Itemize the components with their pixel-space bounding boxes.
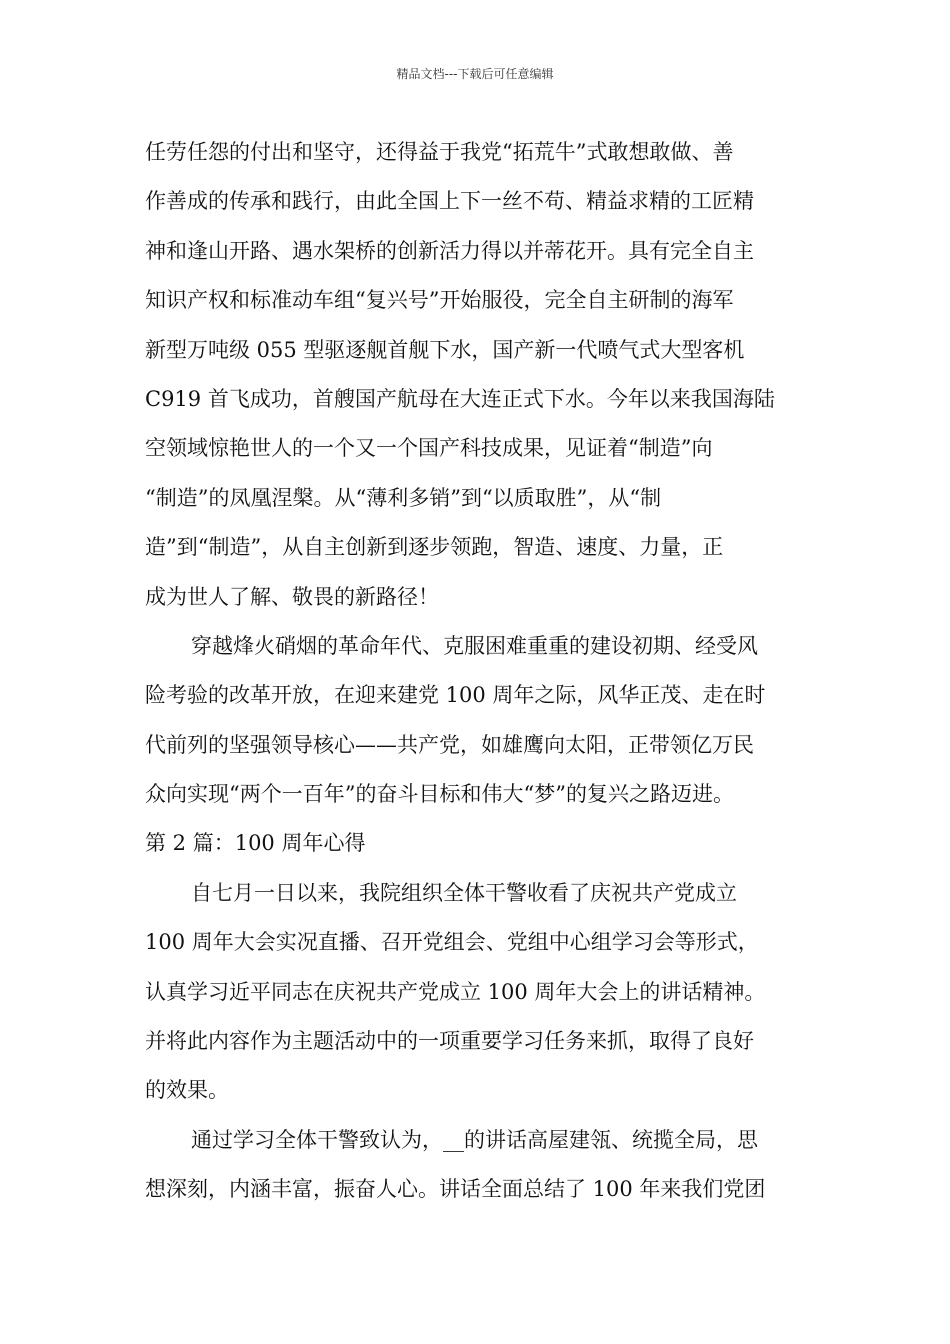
- document-body: [145, 128, 825, 1215]
- paragraph-start-line: 穿越烽火硝烟的革命年代、克服困难重重的建设初期、经受风: [191, 633, 758, 658]
- section-heading: 第 2 篇：100 周年心得: [145, 831, 366, 856]
- text-line: 新型万吨级 055 型驱逐舰首舰下水，国产新一代喷气式大型客机: [145, 337, 745, 362]
- page-header: 精品文档---下载后可任意编辑: [396, 67, 554, 81]
- text-line: 成为世人了解、敬畏的新路径！: [145, 584, 439, 609]
- paragraph-start-line: 通过学习全体干警致认为，__的讲话高屋建瓴、统揽全局，思: [191, 1127, 758, 1152]
- text-line: 造”到“制造”，从自主创新到逐步领跑，智造、速度、力量，正: [145, 535, 724, 560]
- paragraph-start-line: 自七月一日以来，我院组织全体干警收看了庆祝共产党成立: [191, 880, 737, 905]
- text-line: 认真学习近平同志在庆祝共产党成立 100 周年大会上的讲话精神。: [145, 979, 766, 1004]
- text-line: 知识产权和标准动车组“复兴号”开始服役，完全自主研制的海军: [145, 288, 734, 313]
- text-line: “制造”的凤凰涅槃。从“薄利多销”到“以质取胜”，从“制: [145, 485, 662, 510]
- text-line: 想深刻，内涵丰富，振奋人心。讲话全面总结了 100 年来我们党团: [145, 1177, 766, 1202]
- text-line: 并将此内容作为主题活动中的一项重要学习任务来抓，取得了良好: [145, 1029, 754, 1054]
- text-line: 代前列的坚强领导核心——共产党，如雄鹰向太阳，正带领亿万民: [145, 732, 754, 757]
- text-line: 任劳任怨的付出和坚守，还得益于我党“拓荒牛”式敢想敢做、善: [145, 140, 734, 164]
- text-line: 神和逢山开路、遇水架桥的创新活力得以并蒂花开。具有完全自主: [145, 238, 754, 263]
- text-line: 空领域惊艳世人的一个又一个国产科技成果，见证着“制造”向: [145, 436, 713, 461]
- text-line: 的效果。: [145, 1078, 229, 1103]
- text-line: 100 周年大会实况直播、召开党组会、党组中心组学习会等形式，: [145, 930, 759, 955]
- text-line: C919 首飞成功，首艘国产航母在大连正式下水。今年以来我国海陆: [145, 386, 775, 411]
- text-line: 众向实现“两个一百年”的奋斗目标和伟大“梦”的复兴之路迈进。: [145, 782, 734, 807]
- text-line: 作善成的传承和践行，由此全国上下一丝不苟、精益求精的工匠精: [145, 189, 754, 214]
- text-line: 险考验的改革开放，在迎来建党 100 周年之际，风华正茂、走在时: [145, 683, 766, 708]
